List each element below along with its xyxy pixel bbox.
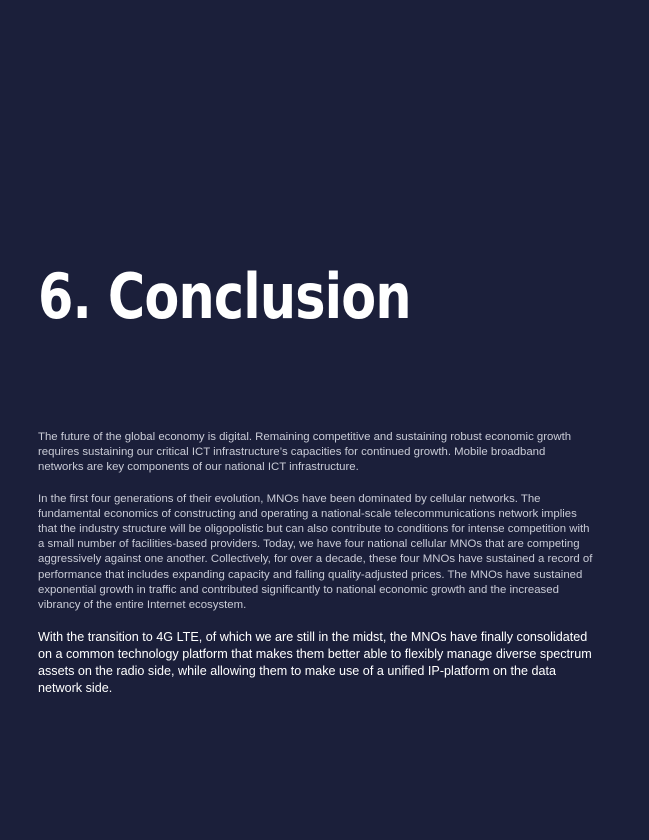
paragraph-3: With the transition to 4G LTE, of which we are still in the midst, the MNOs have finally consolidated on a common technology platform that makes them better able to flexibly manage diverse spectrum assets on the radio side, while allowing them to make use of a unified IP-platform on the data network side.: [38, 630, 592, 695]
paragraph-2: In the first four generations of their evolution, MNOs have been dominated by cellular networks. The fundamental economics of constructing and operating a national-scale telecommunications network implies that the industry structure will be oligopolistic but can also contribute to conditions for intense competition with a small number of facilities-based providers. Today, we have four national cellular MNOs that are competing aggressively against one another. Collectively, for over a decade, these four MNOs have sustained a record of performance that includes expanding capacity and falling quality-adjusted prices. The MNOs have sustained exponential growth in traffic and contributed significantly to national economic growth and the increased vibrancy of the entire Internet ecosystem.: [38, 492, 593, 612]
paragraph-1: The future of the global economy is digital. Remaining competitive and sustaining robust economic growth requires sustaining our critical ICT infrastructure’s capacities for continued growth. Mobile broadband networks are key components of our national ICT infrastructure.: [38, 431, 572, 474]
section-heading: 6. Conclusion: [38, 260, 411, 333]
body-text: [38, 430, 594, 712]
